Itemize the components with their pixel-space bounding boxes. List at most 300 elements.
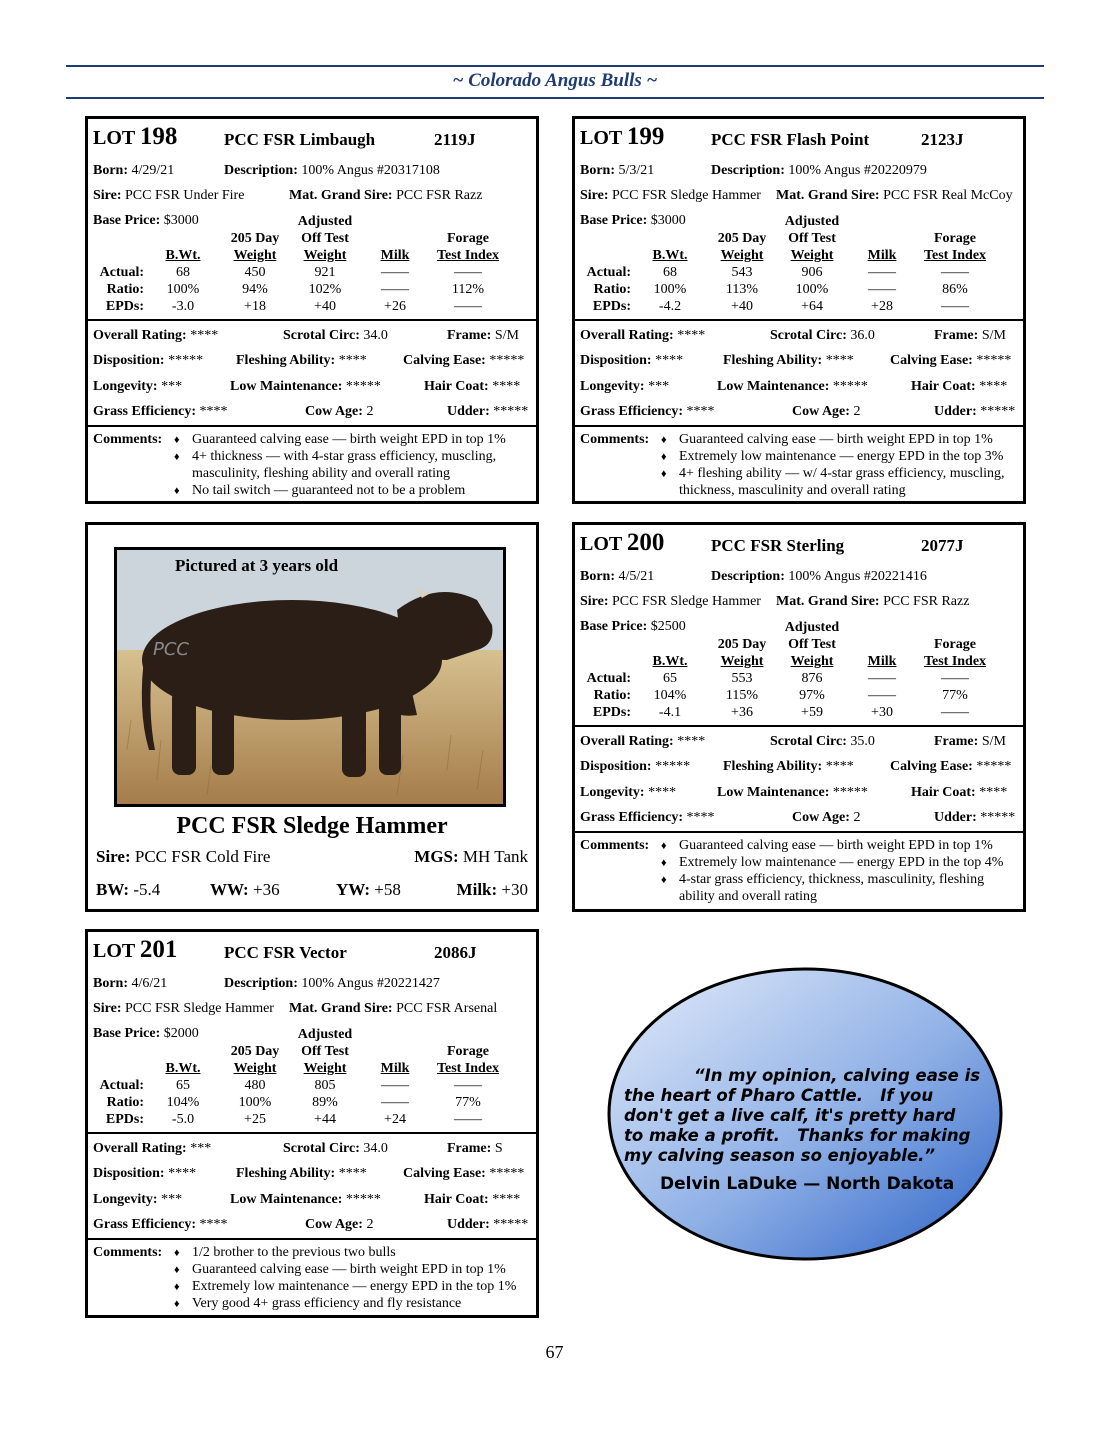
rating-haircoat-label: Hair Coat: xyxy=(424,1192,489,1207)
base-price-label: Base Price: xyxy=(580,619,648,634)
cell-ratio-0: 100% xyxy=(166,282,200,297)
sire-feature-ww: WW: +36 xyxy=(210,880,280,899)
bull-tag: 2077J xyxy=(921,536,964,555)
base-price-value: $2500 xyxy=(650,619,686,634)
rating-scrotal-value: 35.0 xyxy=(850,734,875,749)
description-label: Description: xyxy=(711,163,785,178)
cell-actual-0: 65 xyxy=(176,1078,190,1093)
sire-feature-milk: Milk: +30 xyxy=(456,880,528,899)
maternal-grand-sire-label: Mat. Grand Sire: xyxy=(776,188,880,203)
col-header-1-0: 205 Day xyxy=(230,231,280,246)
description xyxy=(224,976,440,992)
rating-lowmaint-label: Low Maintenance: xyxy=(230,1192,343,1207)
rating-scrotal-value: 34.0 xyxy=(363,328,388,343)
rating-overall xyxy=(93,328,218,344)
rating-lowmaint-label: Low Maintenance: xyxy=(230,379,343,394)
sire-label: Sire: xyxy=(580,594,609,609)
rating-fleshing-value: **** xyxy=(338,1166,367,1181)
comment-line: Guaranteed calving ease — birth weight EPD in top 1% xyxy=(192,1262,506,1277)
lot-prefix: LOT xyxy=(580,533,622,555)
col-header-2-2: Weight xyxy=(303,1061,347,1076)
rating-calving-value: ***** xyxy=(976,353,1012,368)
rating-cowage-label: Cow Age: xyxy=(792,810,850,825)
comment-line: Guaranteed calving ease — birth weight EPD in top 1% xyxy=(192,432,506,447)
cell-actual-2: 921 xyxy=(314,265,336,280)
rating-fleshing xyxy=(723,353,854,369)
bull-name: PCC FSR Sterling xyxy=(711,536,845,555)
sire-label: Sire: xyxy=(580,188,609,203)
sire-feature-sire: Sire: PCC FSR Cold Fire xyxy=(96,847,271,866)
rating-disposition xyxy=(580,353,683,369)
rating-disposition-label: Disposition: xyxy=(93,353,165,368)
rating-udder-label: Udder: xyxy=(934,404,977,419)
rating-fleshing-value: **** xyxy=(825,353,854,368)
cell-actual-0: 65 xyxy=(663,671,677,686)
testimonial-line: to make a profit. Thanks for making xyxy=(624,1126,971,1145)
col-header-4-1: Test Index xyxy=(436,248,500,263)
cell-ratio-4: 112% xyxy=(451,282,485,297)
sire-value: PCC FSR Under Fire xyxy=(125,188,245,203)
rating-disposition-label: Disposition: xyxy=(580,759,652,774)
col-header-2-2: Weight xyxy=(790,248,834,263)
rating-overall-label: Overall Rating: xyxy=(93,328,187,343)
col-header-0-0: B.Wt. xyxy=(165,248,201,263)
rating-cowage-label: Cow Age: xyxy=(305,404,363,419)
sire-value: PCC FSR Sledge Hammer xyxy=(612,188,761,203)
testimonial-line: don't get a live calf, it's pretty hard xyxy=(624,1106,956,1125)
rating-longevity-label: Longevity: xyxy=(93,1192,158,1207)
cell-epds-1: +40 xyxy=(731,299,753,314)
page-number: 67 xyxy=(545,1342,564,1362)
row-label-ratio: Ratio: xyxy=(593,688,631,703)
rating-longevity-label: Longevity: xyxy=(93,379,158,394)
rating-scrotal xyxy=(283,328,388,344)
testimonial-line: the heart of Pharo Cattle. If you xyxy=(624,1086,934,1105)
cell-actual-1: 480 xyxy=(244,1078,266,1093)
rating-disposition-label: Disposition: xyxy=(580,353,652,368)
rating-udder-value: ***** xyxy=(980,810,1016,825)
rating-scrotal xyxy=(770,328,875,344)
rating-disposition-label: Disposition: xyxy=(93,1166,165,1181)
cell-actual-2: 906 xyxy=(801,265,823,280)
base-price xyxy=(580,213,686,229)
col-header-1-1: Weight xyxy=(233,248,277,263)
rating-scrotal-value: 36.0 xyxy=(850,328,875,343)
maternal-grand-sire-value: PCC FSR Arsenal xyxy=(396,1001,498,1016)
rating-calving xyxy=(890,353,1011,369)
divider-ratings xyxy=(575,725,1023,727)
col-header-1-1: Weight xyxy=(233,1061,277,1076)
row-label-epds: EPDs: xyxy=(105,299,144,314)
sire-feature-mgs: MGS: MH Tank xyxy=(414,847,528,866)
rating-calving-label: Calving Ease: xyxy=(890,759,973,774)
cell-actual-2: 805 xyxy=(314,1078,336,1093)
rating-frame xyxy=(447,1141,503,1157)
comment-bullet-icon: ♦ xyxy=(174,1247,180,1259)
cell-epds-1: +36 xyxy=(731,705,753,720)
description xyxy=(711,163,927,179)
col-header-0-0: B.Wt. xyxy=(652,654,688,669)
sire xyxy=(93,188,244,204)
testimonial-line: my calving season so enjoyable.” xyxy=(624,1146,936,1165)
maternal-grand-sire-value: PCC FSR Real McCoy xyxy=(883,188,1013,203)
comments-label: Comments: xyxy=(580,838,650,853)
cell-actual-0: 68 xyxy=(176,265,190,280)
cell-epds-2: +64 xyxy=(801,299,823,314)
rating-grass xyxy=(580,810,715,826)
col-header-0-0: B.Wt. xyxy=(165,1061,201,1076)
cell-epds-0: -4.2 xyxy=(658,299,682,314)
comment-bullet-icon: ♦ xyxy=(661,857,667,869)
rating-disposition xyxy=(580,759,690,775)
bull-photo xyxy=(114,547,506,807)
description-value: 100% Angus #20220979 xyxy=(788,163,927,178)
rating-calving xyxy=(403,1166,524,1182)
rating-longevity-value: **** xyxy=(648,785,677,800)
rating-grass-label: Grass Efficiency: xyxy=(93,404,197,419)
comment-bullet-icon: ♦ xyxy=(661,874,667,886)
cell-epds-2: +59 xyxy=(801,705,823,720)
comment-bullet-icon: ♦ xyxy=(174,485,180,497)
comment-line: 1/2 brother to the previous two bulls xyxy=(192,1245,396,1260)
testimonial-oval xyxy=(606,966,1004,1262)
rating-disposition xyxy=(93,353,203,369)
row-label-actual: Actual: xyxy=(99,1078,144,1093)
rating-cowage-label: Cow Age: xyxy=(305,1217,363,1232)
col-header-0-0: B.Wt. xyxy=(652,248,688,263)
col-header-2-1: Off Test xyxy=(788,637,836,652)
comment-line: 4+ thickness — with 4-star grass efficiency, muscling, xyxy=(192,449,497,464)
born xyxy=(580,569,654,585)
rating-lowmaint-value: ***** xyxy=(832,379,868,394)
rating-lowmaint-label: Low Maintenance: xyxy=(717,379,830,394)
rating-grass-value: **** xyxy=(199,1217,228,1232)
cell-epds-3: +30 xyxy=(871,705,893,720)
born xyxy=(93,976,167,992)
base-price-value: $2000 xyxy=(163,1026,199,1041)
lot-number-value: 198 xyxy=(139,123,178,150)
born-value: 5/3/21 xyxy=(618,163,655,178)
rating-longevity xyxy=(580,785,676,801)
lot-prefix: LOT xyxy=(93,127,135,149)
comment-bullet-icon: ♦ xyxy=(174,1281,180,1293)
rating-overall xyxy=(93,1141,211,1157)
rating-cowage-value: 2 xyxy=(366,404,374,419)
cell-ratio-4: 77% xyxy=(455,1095,481,1110)
testimonial-line: “In my opinion, calving ease is xyxy=(694,1066,981,1085)
description xyxy=(711,569,927,585)
rating-haircoat xyxy=(911,785,1007,801)
row-label-ratio: Ratio: xyxy=(106,1095,144,1110)
sire xyxy=(93,1001,274,1017)
comments-label: Comments: xyxy=(93,1245,163,1260)
rating-haircoat xyxy=(424,379,520,395)
cell-epds-2: +44 xyxy=(314,1112,336,1127)
cell-ratio-0: 104% xyxy=(166,1095,200,1110)
bull-brand-text: PCC xyxy=(153,639,189,660)
cell-actual-1: 543 xyxy=(731,265,753,280)
col-header-2-1: Off Test xyxy=(788,231,836,246)
lot-number xyxy=(580,529,664,557)
bull-tag: 2119J xyxy=(434,130,476,149)
col-header-2-0: Adjusted xyxy=(784,620,840,635)
lot-number xyxy=(93,123,177,151)
maternal-grand-sire xyxy=(776,188,1013,204)
cell-actual-4: —— xyxy=(454,1078,482,1093)
comment-line: ability and overall rating xyxy=(679,889,818,904)
maternal-grand-sire-label: Mat. Grand Sire: xyxy=(776,594,880,609)
col-header-1-1: Weight xyxy=(720,248,764,263)
col-header-4-0: Forage xyxy=(447,1044,489,1059)
comment-bullet-icon: ♦ xyxy=(661,468,667,480)
divider-ratings xyxy=(575,319,1023,321)
rating-lowmaint xyxy=(230,1192,381,1208)
comment-bullet-icon: ♦ xyxy=(661,840,667,852)
base-price xyxy=(580,619,686,635)
rating-fleshing xyxy=(723,759,854,775)
rating-longevity-value: *** xyxy=(161,379,183,394)
sire-feature-name: PCC FSR Sledge Hammer xyxy=(176,813,448,839)
rating-longevity xyxy=(93,1192,182,1208)
rating-haircoat-value: **** xyxy=(492,1192,521,1207)
rating-frame-label: Frame: xyxy=(934,328,979,343)
born-label: Born: xyxy=(580,569,615,584)
comment-line: 4-star grass efficiency, thickness, masculinity, fleshing xyxy=(679,872,985,887)
row-label-actual: Actual: xyxy=(586,671,631,686)
rating-grass-value: **** xyxy=(199,404,228,419)
rating-disposition-value: ***** xyxy=(655,759,691,774)
rating-scrotal xyxy=(283,1141,388,1157)
header-rule-top xyxy=(66,65,1044,67)
rating-overall-label: Overall Rating: xyxy=(580,328,674,343)
divider-comments xyxy=(88,425,536,427)
cell-epds-4: —— xyxy=(454,1112,482,1127)
sire xyxy=(580,594,761,610)
base-price-value: $3000 xyxy=(650,213,686,228)
cell-actual-1: 553 xyxy=(731,671,753,686)
rating-longevity xyxy=(93,379,182,395)
base-price-label: Base Price: xyxy=(93,1026,161,1041)
sire-feature-yw: YW: +58 xyxy=(336,880,401,899)
cell-epds-3: +28 xyxy=(871,299,893,314)
rating-disposition-value: **** xyxy=(655,353,684,368)
cell-epds-0: -3.0 xyxy=(171,299,195,314)
bull-name: PCC FSR Limbaugh xyxy=(224,130,376,149)
comment-bullet-icon: ♦ xyxy=(174,1264,180,1276)
rating-frame-value: S/M xyxy=(981,734,1006,749)
cell-actual-4: —— xyxy=(941,265,969,280)
comment-line: Extremely low maintenance — energy EPD in the top 1% xyxy=(192,1279,517,1294)
rating-fleshing-label: Fleshing Ability: xyxy=(723,353,823,368)
rating-haircoat-value: **** xyxy=(979,379,1008,394)
comment-line: Very good 4+ grass efficiency and fly resistance xyxy=(192,1296,462,1311)
cell-ratio-2: 100% xyxy=(795,282,829,297)
rating-calving-label: Calving Ease: xyxy=(403,353,486,368)
rating-fleshing xyxy=(236,353,367,369)
cell-epds-2: +40 xyxy=(314,299,336,314)
col-header-2-1: Off Test xyxy=(301,1044,349,1059)
rating-haircoat-label: Hair Coat: xyxy=(424,379,489,394)
description-label: Description: xyxy=(711,569,785,584)
row-label-ratio: Ratio: xyxy=(593,282,631,297)
cell-actual-2: 876 xyxy=(801,671,823,686)
rating-longevity xyxy=(580,379,669,395)
row-label-actual: Actual: xyxy=(586,265,631,280)
rating-calving-value: ***** xyxy=(976,759,1012,774)
rating-haircoat-value: **** xyxy=(979,785,1008,800)
born xyxy=(93,163,174,179)
born-label: Born: xyxy=(93,163,128,178)
lot-number xyxy=(580,123,664,151)
rating-overall-value: **** xyxy=(190,328,219,343)
rating-scrotal xyxy=(770,734,875,750)
cell-ratio-1: 94% xyxy=(242,282,268,297)
comment-line: Guaranteed calving ease — birth weight EPD in top 1% xyxy=(679,432,993,447)
cell-ratio-0: 100% xyxy=(653,282,687,297)
rating-udder-value: ***** xyxy=(493,404,529,419)
col-header-3-0: Milk xyxy=(867,654,897,669)
col-header-1-0: 205 Day xyxy=(717,637,767,652)
sire-value: PCC FSR Sledge Hammer xyxy=(612,594,761,609)
base-price xyxy=(93,1026,199,1042)
divider-comments xyxy=(575,831,1023,833)
bull-tag: 2123J xyxy=(921,130,964,149)
header-rule-bottom xyxy=(66,97,1044,99)
cell-ratio-1: 115% xyxy=(725,688,759,703)
rating-lowmaint xyxy=(717,785,868,801)
rating-cowage-label: Cow Age: xyxy=(792,404,850,419)
row-label-epds: EPDs: xyxy=(592,705,631,720)
rating-fleshing-value: **** xyxy=(825,759,854,774)
rating-overall-label: Overall Rating: xyxy=(580,734,674,749)
rating-scrotal-label: Scrotal Circ: xyxy=(283,328,360,343)
maternal-grand-sire-value: PCC FSR Razz xyxy=(396,188,483,203)
col-header-3-0: Milk xyxy=(867,248,897,263)
rating-udder-label: Udder: xyxy=(934,810,977,825)
rating-lowmaint-value: ***** xyxy=(345,1192,381,1207)
born xyxy=(580,163,654,179)
rating-udder-value: ***** xyxy=(980,404,1016,419)
rating-disposition-value: ***** xyxy=(168,353,204,368)
col-header-1-0: 205 Day xyxy=(717,231,767,246)
col-header-4-1: Test Index xyxy=(923,654,987,669)
rating-calving xyxy=(403,353,524,369)
born-value: 4/6/21 xyxy=(131,976,168,991)
rating-overall-label: Overall Rating: xyxy=(93,1141,187,1156)
rating-disposition xyxy=(93,1166,196,1182)
rating-fleshing-label: Fleshing Ability: xyxy=(723,759,823,774)
rating-disposition-value: **** xyxy=(168,1166,197,1181)
rating-grass xyxy=(580,404,715,420)
base-price-value: $3000 xyxy=(163,213,199,228)
comment-bullet-icon: ♦ xyxy=(174,1298,180,1310)
bull-name: PCC FSR Flash Point xyxy=(711,130,870,149)
rating-frame-value: S/M xyxy=(494,328,519,343)
rating-cowage-value: 2 xyxy=(366,1217,374,1232)
cell-ratio-2: 97% xyxy=(799,688,825,703)
rating-udder-label: Udder: xyxy=(447,1217,490,1232)
born-value: 4/5/21 xyxy=(618,569,655,584)
divider-ratings xyxy=(88,319,536,321)
born-label: Born: xyxy=(580,163,615,178)
sire-value: PCC FSR Sledge Hammer xyxy=(125,1001,274,1016)
col-header-4-0: Forage xyxy=(934,637,976,652)
col-header-2-2: Weight xyxy=(790,654,834,669)
rating-udder xyxy=(934,404,1015,420)
rating-cowage xyxy=(305,1217,373,1233)
cell-ratio-3: —— xyxy=(868,688,896,703)
rating-longevity-value: *** xyxy=(161,1192,183,1207)
col-header-4-1: Test Index xyxy=(436,1061,500,1076)
comment-line: Extremely low maintenance — energy EPD in the top 4% xyxy=(679,855,1004,870)
cell-ratio-1: 113% xyxy=(725,282,759,297)
born-value: 4/29/21 xyxy=(131,163,175,178)
rating-grass xyxy=(93,1217,228,1233)
rating-lowmaint xyxy=(717,379,868,395)
lot-card-201 xyxy=(85,929,539,1318)
description-value: 100% Angus #20317108 xyxy=(301,163,440,178)
row-label-ratio: Ratio: xyxy=(106,282,144,297)
cell-actual-4: —— xyxy=(454,265,482,280)
maternal-grand-sire-label: Mat. Grand Sire: xyxy=(289,1001,393,1016)
rating-overall-value: **** xyxy=(677,328,706,343)
maternal-grand-sire xyxy=(776,594,969,610)
rating-frame xyxy=(447,328,519,344)
cell-actual-1: 450 xyxy=(244,265,266,280)
rating-grass-label: Grass Efficiency: xyxy=(580,404,684,419)
rating-frame xyxy=(934,734,1006,750)
cell-epds-0: -4.1 xyxy=(658,705,682,720)
description-label: Description: xyxy=(224,976,298,991)
lot-number-value: 199 xyxy=(626,123,665,150)
rating-overall xyxy=(580,328,705,344)
photo-caption: Pictured at 3 years old xyxy=(175,556,339,575)
rating-udder-label: Udder: xyxy=(447,404,490,419)
divider-comments xyxy=(88,1238,536,1240)
rating-frame-value: S/M xyxy=(981,328,1006,343)
col-header-4-1: Test Index xyxy=(923,248,987,263)
base-price xyxy=(93,213,199,229)
sire-label: Sire: xyxy=(93,188,122,203)
rating-lowmaint xyxy=(230,379,381,395)
bull-image xyxy=(117,550,503,804)
rating-frame-label: Frame: xyxy=(934,734,979,749)
rating-udder-value: ***** xyxy=(493,1217,529,1232)
rating-grass-label: Grass Efficiency: xyxy=(580,810,684,825)
lot-number xyxy=(93,936,177,964)
comments-label: Comments: xyxy=(580,432,650,447)
cell-actual-3: —— xyxy=(868,265,896,280)
lot-prefix: LOT xyxy=(93,940,135,962)
rating-fleshing-label: Fleshing Ability: xyxy=(236,1166,336,1181)
cell-ratio-4: 77% xyxy=(942,688,968,703)
description-value: 100% Angus #20221416 xyxy=(788,569,927,584)
divider-comments xyxy=(575,425,1023,427)
rating-udder xyxy=(934,810,1015,826)
description-value: 100% Angus #20221427 xyxy=(301,976,440,991)
rating-grass xyxy=(93,404,228,420)
rating-longevity-label: Longevity: xyxy=(580,379,645,394)
rating-frame xyxy=(934,328,1006,344)
rating-haircoat-value: **** xyxy=(492,379,521,394)
col-header-3-0: Milk xyxy=(380,248,410,263)
rating-cowage-value: 2 xyxy=(853,404,861,419)
divider-ratings xyxy=(88,1132,536,1134)
rating-scrotal-label: Scrotal Circ: xyxy=(283,1141,360,1156)
cell-epds-4: —— xyxy=(941,705,969,720)
comment-line: thickness, masculinity and overall rating xyxy=(679,483,906,498)
base-price-label: Base Price: xyxy=(580,213,648,228)
